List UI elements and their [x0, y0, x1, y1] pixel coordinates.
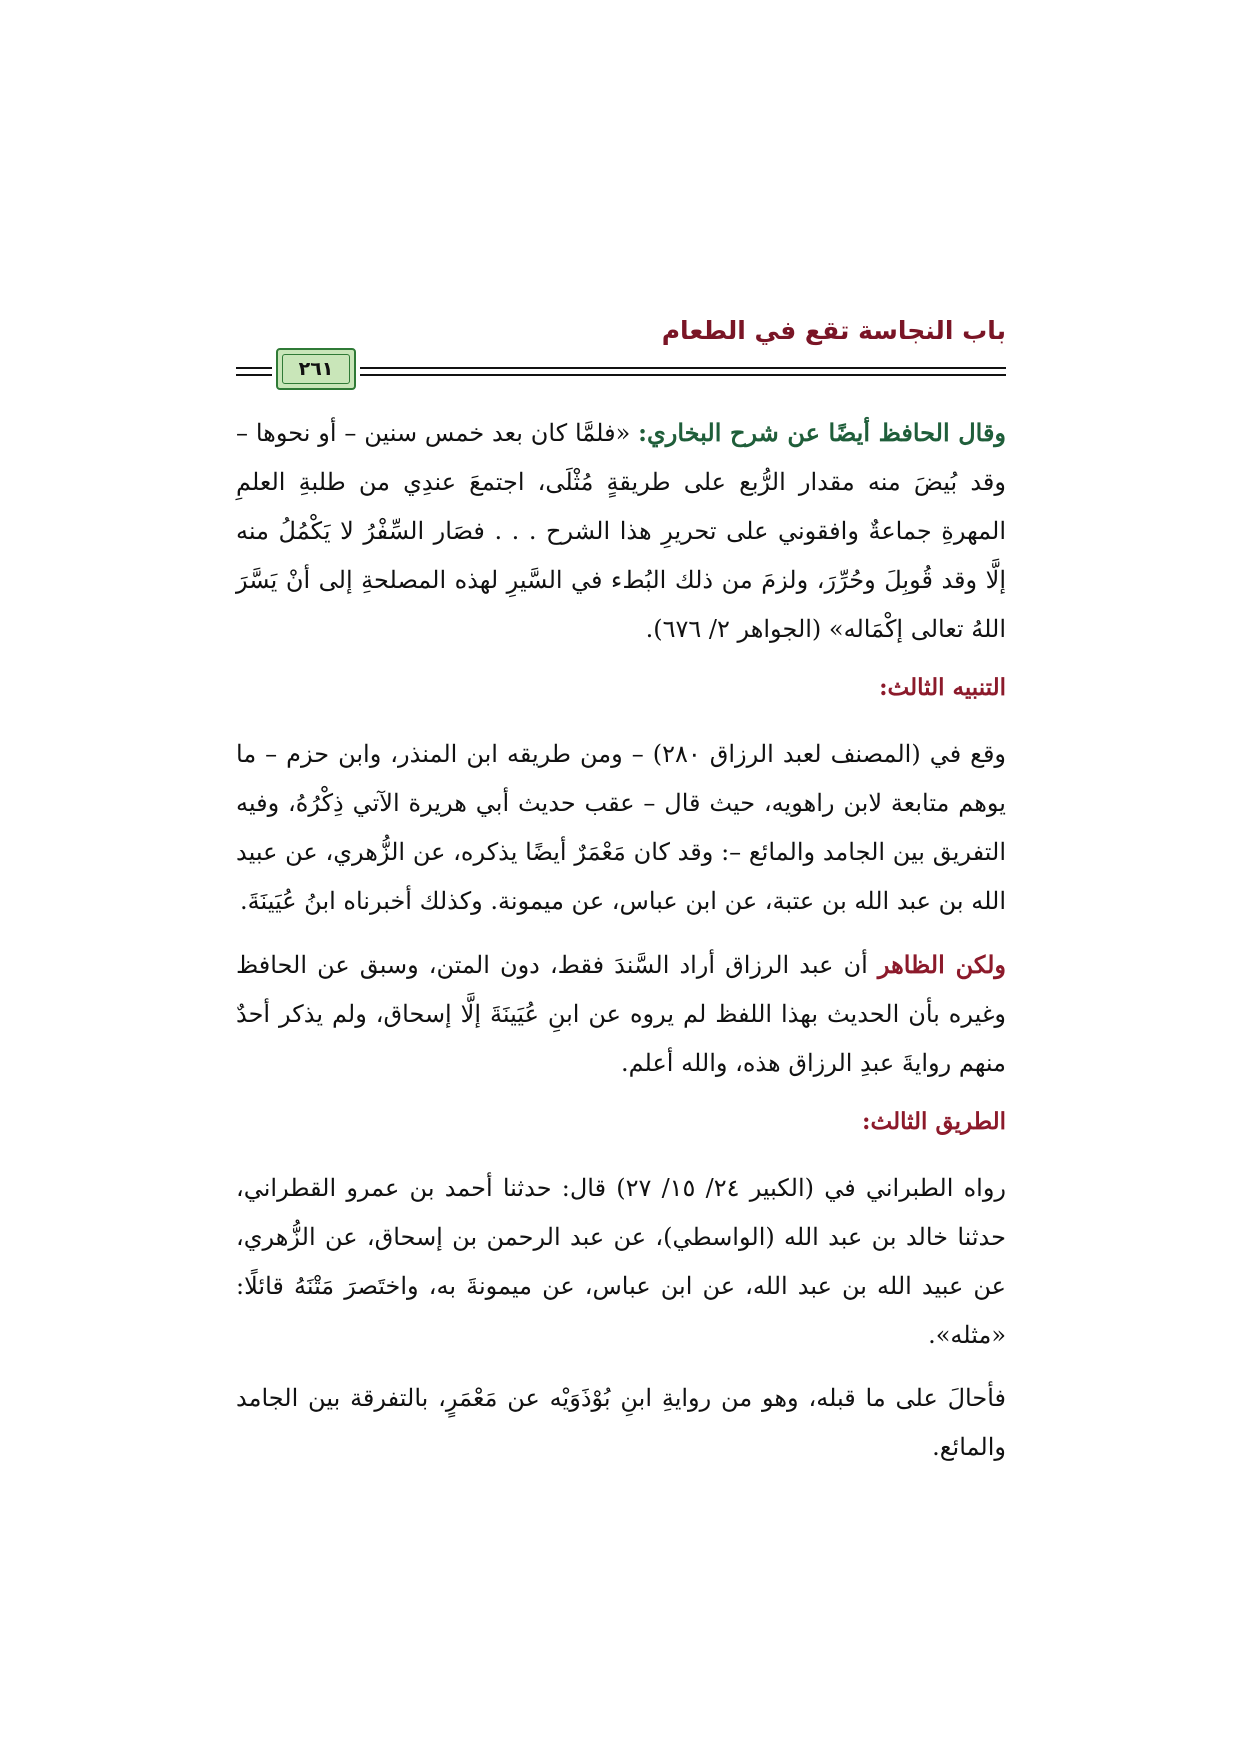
page-number: ٢٦١ — [298, 358, 334, 380]
header-rule-left-bottom — [236, 374, 272, 376]
paragraph-text: أن عبد الرزاق أراد السَّندَ فقط، دون المتن، وسبق عن الحافظ وغيره بأن الحديث بهذا اللفظ لم يروه عن ابنِ عُيَينَةَ إلَّا إسحاق، ولم يذكر أحدٌ منهم روايةَ عبدِ الرزاق هذه، والله أعلم. — [236, 951, 1006, 1077]
paragraph-quote-bukhari-commentary — [236, 408, 1006, 654]
section-heading-third-note: التنبيه الثالث: — [879, 674, 1006, 701]
header-rule-right-top — [360, 367, 1006, 369]
page-content — [236, 408, 1006, 1486]
page-header — [236, 310, 1006, 390]
lead-phrase-green: وقال الحافظ أيضًا عن شرح البخاري: — [638, 418, 1006, 447]
section-heading-third-route: الطريق الثالث: — [862, 1108, 1006, 1135]
paragraph-tabarani: رواه الطبراني في (الكبير ٢٤/ ١٥/ ٢٧) قال: حدثنا أحمد بن عمرو القطراني، حدثنا خالد بن عبد الله (الواسطي)، عن عبد الرحمن بن إسحاق، عن الزُّهري، عن عبيد الله بن عبد الله، عن ابن عباس، عن ميمونةَ به، واختَصرَ مَتْنَهُ قائلًا: «مثله». — [236, 1174, 1006, 1349]
paragraph-apparent-view — [236, 940, 1006, 1088]
paragraph-text: «فلمَّا كان بعد خمس سنين – أو نحوها – وقد بُيضَ منه مقدار الرُّبع على طريقةٍ مُثْلَى، اجتمعَ عندِي من طلبةِ العلمِ المهرةِ جماعةٌ وافقوني على تحريرِ هذا الشرح . . . فصَار السِّفْرُ لا يَكْمُلُ منه إلَّا وقد قُوبِلَ وحُرِّرَ، ولزمَ من ذلك البُطء في السَّيرِ لهذه المصلحةِ إلى أنْ يَسَّرَ اللهُ تعالى إكْمَاله» (الجواهر ٢/ ٦٧٦). — [236, 419, 1006, 643]
page-number-badge — [276, 348, 356, 390]
lead-phrase-red: ولكن الظاهر — [877, 950, 1006, 979]
header-rule-left-top — [236, 367, 272, 369]
paragraph-referral: فأحالَ على ما قبله، وهو من روايةِ ابنِ بُوْذَوَيْه عن مَعْمَرٍ، بالتفرقة بين الجامد والمائع. — [236, 1384, 1006, 1461]
running-title: باب النجاسة تقع في الطعام — [661, 316, 1006, 345]
header-rule-right-bottom — [360, 374, 1006, 376]
paragraph-musannaf: وقع في (المصنف لعبد الرزاق ٢٨٠) – ومن طريقه ابن المنذر، وابن حزم – ما يوهم متابعة لابن راهويه، حيث قال – عقب حديث أبي هريرة الآتي ذِكْرُهُ، وفيه التفريق بين الجامد والمائع –: وقد كان مَعْمَرٌ أيضًا يذكره، عن الزُّهري، عن عبيد الله بن عبد الله بن عتبة، عن ابن عباس، عن ميمونة. وكذلك أخبرناه ابنُ عُيَينَةَ. — [236, 740, 1007, 915]
